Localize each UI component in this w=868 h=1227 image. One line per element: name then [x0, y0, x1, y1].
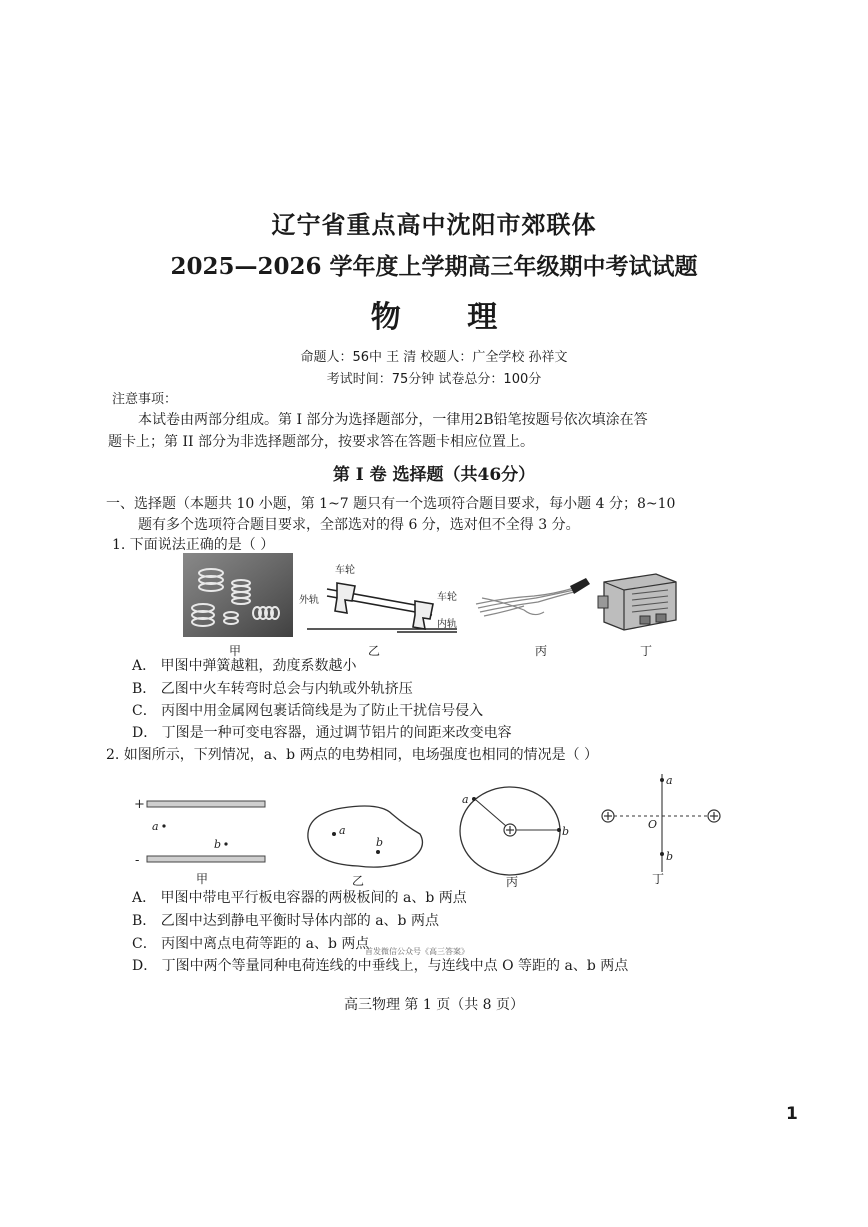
q1-option-d: D． 丁图是一种可变电容器，通过调节铝片的间距来改变电容 [132, 725, 512, 741]
q2-figure-point-charge [452, 785, 576, 883]
q1-fig-label-bing: 丙 [535, 644, 548, 658]
notice-line2: 题卡上；第 II 部分为非选择题部分，按要求答在答题卡相应位置上。 [108, 434, 534, 450]
q1-rail-label-wheel-right: 车轮 [437, 592, 457, 603]
q1-stem: 1. 下面说法正确的是（ ） [112, 537, 275, 553]
exam-info-line: 考试时间：75分钟 试卷总分：100分 [326, 372, 542, 387]
q2-ding-point-a [660, 778, 664, 782]
q1-fig-label-ding: 丁 [640, 644, 653, 658]
page-number: 1 [786, 1104, 798, 1124]
q2-fig-label-jia: 甲 [196, 872, 209, 886]
q2-option-b: B． 乙图中达到静电平衡时导体内部的 a、b 两点 [132, 913, 439, 929]
q1-option-c: C． 丙图中用金属网包裹话筒线是为了防止干扰信号侵入 [132, 703, 484, 719]
q2-option-d: D． 丁图中两个等量同种电荷连线的中垂线上，与连线中点 O 等距的 a、b 两点 [132, 958, 629, 974]
q2-yi-b-label: b [376, 836, 384, 849]
section1-instructions-1: 一、选择题（本题共 10 小题，第 1~7 题只有一个选项符合题目要求，每小题 4 分；8~10 [106, 496, 676, 512]
q1-figure-springs [183, 553, 293, 637]
watermark-text: 首发微信公众号《高三答案》 [365, 947, 469, 956]
exam-title-line1: 辽宁省重点高中沈阳市郊联体 [271, 210, 597, 239]
q2-yi-a-label: a [339, 824, 346, 837]
q2-bing-point-a [472, 797, 476, 801]
exam-title-line2: 2025—2026 学年度上学期高三年级期中考试试题 [170, 253, 698, 280]
notice-line1: 本试卷由两部分组成。第 I 部分为选择题部分，一律用2B铅笔按题号依次填涂在答 [138, 412, 648, 428]
q1-rail-label-outer: 外轨 [299, 595, 319, 606]
footer-page-text: 高三物理 第 1 页（共 8 页） [343, 997, 525, 1013]
q2-fig-label-yi: 乙 [352, 874, 365, 888]
q2-stem: 2. 如图所示，下列情况，a、b 两点的电势相同，电场强度也相同的情况是（ ） [106, 747, 599, 763]
q1-fig-label-yi: 乙 [368, 644, 381, 658]
q2-jia-b-label: b [214, 838, 222, 851]
q2-yi-point-b [376, 850, 380, 854]
q2-jia-a-label: a [152, 820, 159, 833]
q2-jia-point-a [162, 824, 165, 827]
q2-ding-o-label: O [648, 818, 658, 831]
q2-fig-label-ding: 丁 [652, 872, 665, 886]
q2-bing-a-label: a [462, 793, 469, 806]
q2-bing-b-label: b [562, 825, 570, 838]
q2-fig-label-bing: 丙 [506, 875, 519, 889]
q2-ding-point-b [660, 852, 664, 856]
q1-rail-label-wheel-top: 车轮 [335, 565, 355, 576]
q2-jia-point-b [224, 842, 227, 845]
q2-option-a: A． 甲图中带电平行板电容器的两极板间的 a、b 两点 [132, 890, 467, 906]
q1-rail-label-inner: 内轨 [437, 619, 457, 630]
q2-ding-a-label: a [666, 774, 673, 787]
q2-figure-two-charges [596, 768, 726, 876]
q2-bing-point-b [557, 828, 561, 832]
authors-line: 命题人：56中 王 清 校题人：广全学校 孙祥文 [300, 350, 568, 365]
q1-figure-variable-capacitor [596, 568, 682, 634]
q2-figure-parallel-plates [132, 792, 272, 870]
q1-fig-label-jia: 甲 [229, 644, 242, 658]
notice-heading: 注意事项： [112, 392, 178, 407]
q2-plate-minus: - [135, 853, 140, 868]
q1-figure-shielded-cable [474, 568, 592, 628]
q2-figure-conductor [302, 800, 430, 872]
q1-option-b: B． 乙图中火车转弯时总会与内轨或外轨挤压 [132, 681, 413, 697]
q2-plate-plus: + [134, 797, 145, 812]
q2-yi-point-a [332, 832, 336, 836]
q2-option-c: C． 丙图中离点电荷等距的 a、b 两点 [132, 936, 370, 952]
section1-title: 第 I 卷 选择题（共46分） [332, 465, 536, 485]
q1-figure-rails [297, 553, 467, 637]
section1-instructions-2: 题有多个选项符合题目要求，全部选对的得 6 分，选对但不全得 3 分。 [138, 517, 580, 533]
q1-option-a: A． 甲图中弹簧越粗，劲度系数越小 [132, 658, 357, 674]
q2-ding-b-label: b [666, 850, 674, 863]
subject-title: 物 理 [370, 300, 526, 335]
